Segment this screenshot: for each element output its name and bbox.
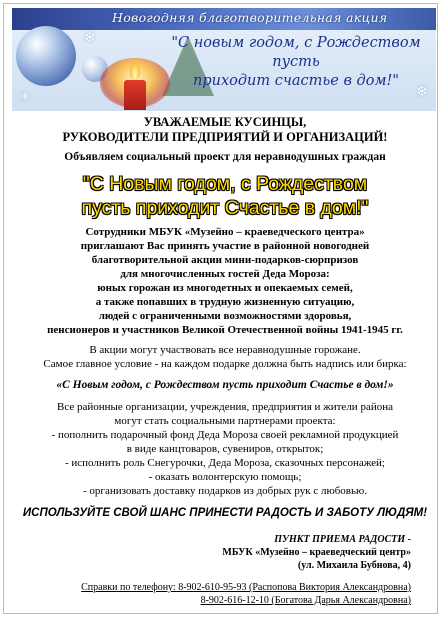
partner-line: в виде канцтоваров, сувениров, открыток; (126, 443, 324, 455)
collection-point-address: (ул. Михаила Бубнова, 4) (297, 560, 411, 571)
collection-point-title: ПУНКТ ПРИЕМА РАДОСТИ - (274, 534, 411, 545)
christmas-ornament-icon (16, 26, 76, 86)
call-to-action: ИСПОЛЬЗУЙТЕ СВОЙ ШАНС ПРИНЕСТИ РАДОСТЬ И ЗАБОТУ ЛЮДЯМ! (22, 507, 428, 519)
condition-line: В акции могут участвовать все неравнодушные горожане. (89, 344, 361, 356)
gift-tag-text: «С Новым годом, с Рождеством пусть приходит Счастье в дом!» (56, 379, 394, 391)
snowflake-icon: ❄ (20, 91, 30, 103)
invite-line: а также попавших в трудную жизненную ситуацию, (95, 296, 355, 308)
invite-line: для многочисленных гостей Деда Мороза: (120, 268, 330, 280)
invite-line: приглашают Вас принять участие в районной новогодней (80, 240, 370, 252)
slogan-line: "С Новым годом, с Рождеством (82, 173, 368, 195)
document-page (3, 3, 438, 614)
banner-title: Новогодняя благотворительная акция (112, 10, 388, 25)
phone-line: 8-902-616-12-10 (Богатова Дарья Александровна) (200, 595, 411, 606)
holiday-banner (12, 8, 436, 111)
partner-line: - организовать доставку подарков из добрых рук с любовью. (83, 485, 367, 497)
invite-line: Сотрудники МБУК «Музейно – краеведческого центра» (85, 226, 365, 238)
project-announcement: Объявляем социальный проект для неравнодушных граждан (64, 151, 386, 163)
invite-line: людей с ограниченными возможностями здоровья, (98, 310, 352, 322)
invite-line: пенсионеров и участников Великой Отечественной войны 1941-1945 гг. (47, 324, 403, 336)
slogan-line: пусть приходит Счастье в дом!" (81, 197, 369, 219)
partner-line: могут стать социальными партнерами проекта: (114, 415, 336, 427)
snowflake-icon: ❄ (416, 85, 428, 100)
partner-line: - оказать волонтерскую помощь; (148, 471, 302, 483)
phone-line: Справки по телефону: 8-902-610-95-93 (Распопова Виктория Александровна) (81, 582, 411, 593)
banner-quote-line: пусть (272, 54, 320, 70)
banner-quote-line: приходит счастье в дом!" (193, 73, 399, 89)
collection-point-org: МБУК «Музейно – краеведческий центр» (222, 547, 411, 558)
banner-quote (162, 34, 430, 106)
banner-quote-line: "С новым годом, с Рождеством (171, 35, 421, 51)
snowflake-icon: ❄ (84, 31, 96, 46)
greeting-heading: РУКОВОДИТЕЛИ ПРЕДПРИЯТИЙ И ОРГАНИЗАЦИЙ! (62, 130, 388, 144)
invite-line: благотворительной акции мини-подарков-сюрпризов (91, 254, 359, 266)
flame-icon (130, 62, 140, 80)
candle-icon (124, 80, 146, 110)
partner-line: - пополнить подарочный фонд Деда Мороза своей рекламной продукцией (51, 429, 399, 441)
greeting-heading: УВАЖАЕМЫЕ КУСИНЦЫ, (143, 115, 307, 129)
condition-line: Самое главное условие - на каждом подарке должна быть надпись или бирка: (43, 358, 407, 370)
partner-line: Все районные организации, учреждения, предприятия и жители района (57, 401, 393, 413)
invite-line: юных горожан из многодетных и опекаемых семей, (97, 282, 353, 294)
partner-line: - исполнить роль Снегурочки, Деда Мороза, сказочных персонажей; (64, 457, 385, 469)
